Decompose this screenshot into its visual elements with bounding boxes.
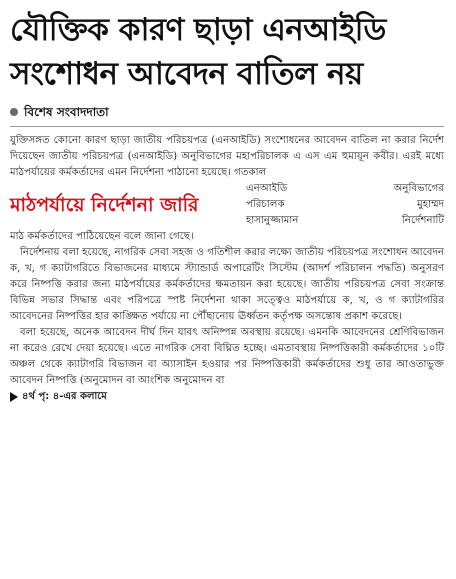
paragraph: নির্দেশনায় বলা হয়েছে, নাগরিক সেবা সহজ ও গতিশীল করার লক্ষ্যে জাতীয় পরিচয়পত্র সংশোধন আবেদন ক, খ, গ ক্যাটাগরিতে বিভাজনের মাধ্যমে স্ট্যান্ডার্ড অপারেটিং সিস্টেম (আদর্শ পরিচালন পদ্ধতি) অনুসরণ করে নিষ্পত্তি করার জন্য মাঠপর্যায়ের কর্মকর্তাদের ক্ষমতায়ন করা হয়েছে। জাতীয় পরিচয়পত্র সেবা সংক্রান্ত বিভিন্ন সভার সিদ্ধান্ত এবং পরিপত্রে স্পষ্ট নির্দেশনা থাকা সত্ত্বেও মাঠপর্যায়ে ক, খ, ও গ ক্যাটাগরির আবেদনের নিষ্পত্তির হার কাঙ্ক্ষিত পর্যায়ে না পৌঁছানোয় ঊর্ধ্বতন কর্তৃপক্ষ অসন্তোষ প্রকাশ করেছে। [10,247,444,322]
side-line: পরিচালক মুহাম্মদ [246,199,444,210]
byline-text: বিশেষ সংবাদদাতা [24,105,109,119]
bullet-icon [10,108,18,116]
headline-line-2: সংশোধন আবেদন বাতিল নয় [10,56,363,92]
subhead: মাঠপর্যায়ে নির্দেশনা জারি [10,194,199,216]
subhead-block [10,181,444,229]
divider [10,126,444,127]
continued-marker [10,389,107,405]
headline-line-1: যৌক্তিক কারণ ছাড়া এনআইডি [10,12,386,48]
continued-text: ৪র্থ পৃ: ৪-এর কলামে [22,391,107,402]
triangle-right-icon [10,392,18,402]
side-line: এনআইডি অনুবিভাগের [246,183,444,194]
article-body [10,133,444,408]
headline [10,0,444,96]
subhead-side-text [242,181,444,229]
after-subhead-text: মাঠ কর্মকর্তাদের পাঠিয়েছেন বলে জানা গেছে। [10,231,194,242]
intro-paragraph: যুক্তিসঙ্গত কোনো কারণ ছাড়া জাতীয় পরিচয়পত্র (এনআইডি) সংশোধনের আবেদন বাতিল না করার নির্দেশ দিয়েছেন জাতীয় পরিচয়পত্র (এনআইডি) অনুবিভাগের মহাপরিচালক এ এস এম হুমায়ূন কবীর। এরই মধ্যে মাঠপর্যায়ের কর্মকর্তাদের এমন নির্দেশনা পাঠানো হয়েছে। গতকাল [10,135,444,178]
paragraph: বলা হয়েছে, অনেক আবেদন দীর্ঘ দিন যাবৎ অনিষ্পন্ন অবস্থায় রয়েছে। এমনকি আবেদনের শ্রেণিবিভাজন না করেও রেখে দেয়া হয়েছে। এতে নাগরিক সেবা বিঘ্নিত হচ্ছে। এমতাবস্থায় নিষ্পত্তিকারী কর্মকর্তাদের ১০টি অঞ্চল থেকে ক্যাটাগরি বিভাজন বা অ্যাসাইন হওয়ার পর নিষ্পত্তিকারী কর্মকর্তাদের শুধু তার আওতাভুক্ত আবেদন নিষ্পত্তি (অনুমোদন বা আংশিক অনুমোদন বা [10,327,444,386]
continued-note [10,389,444,408]
byline [10,104,444,120]
side-line: হাসানুজ্জামান নির্দেশনাটি [246,215,444,226]
